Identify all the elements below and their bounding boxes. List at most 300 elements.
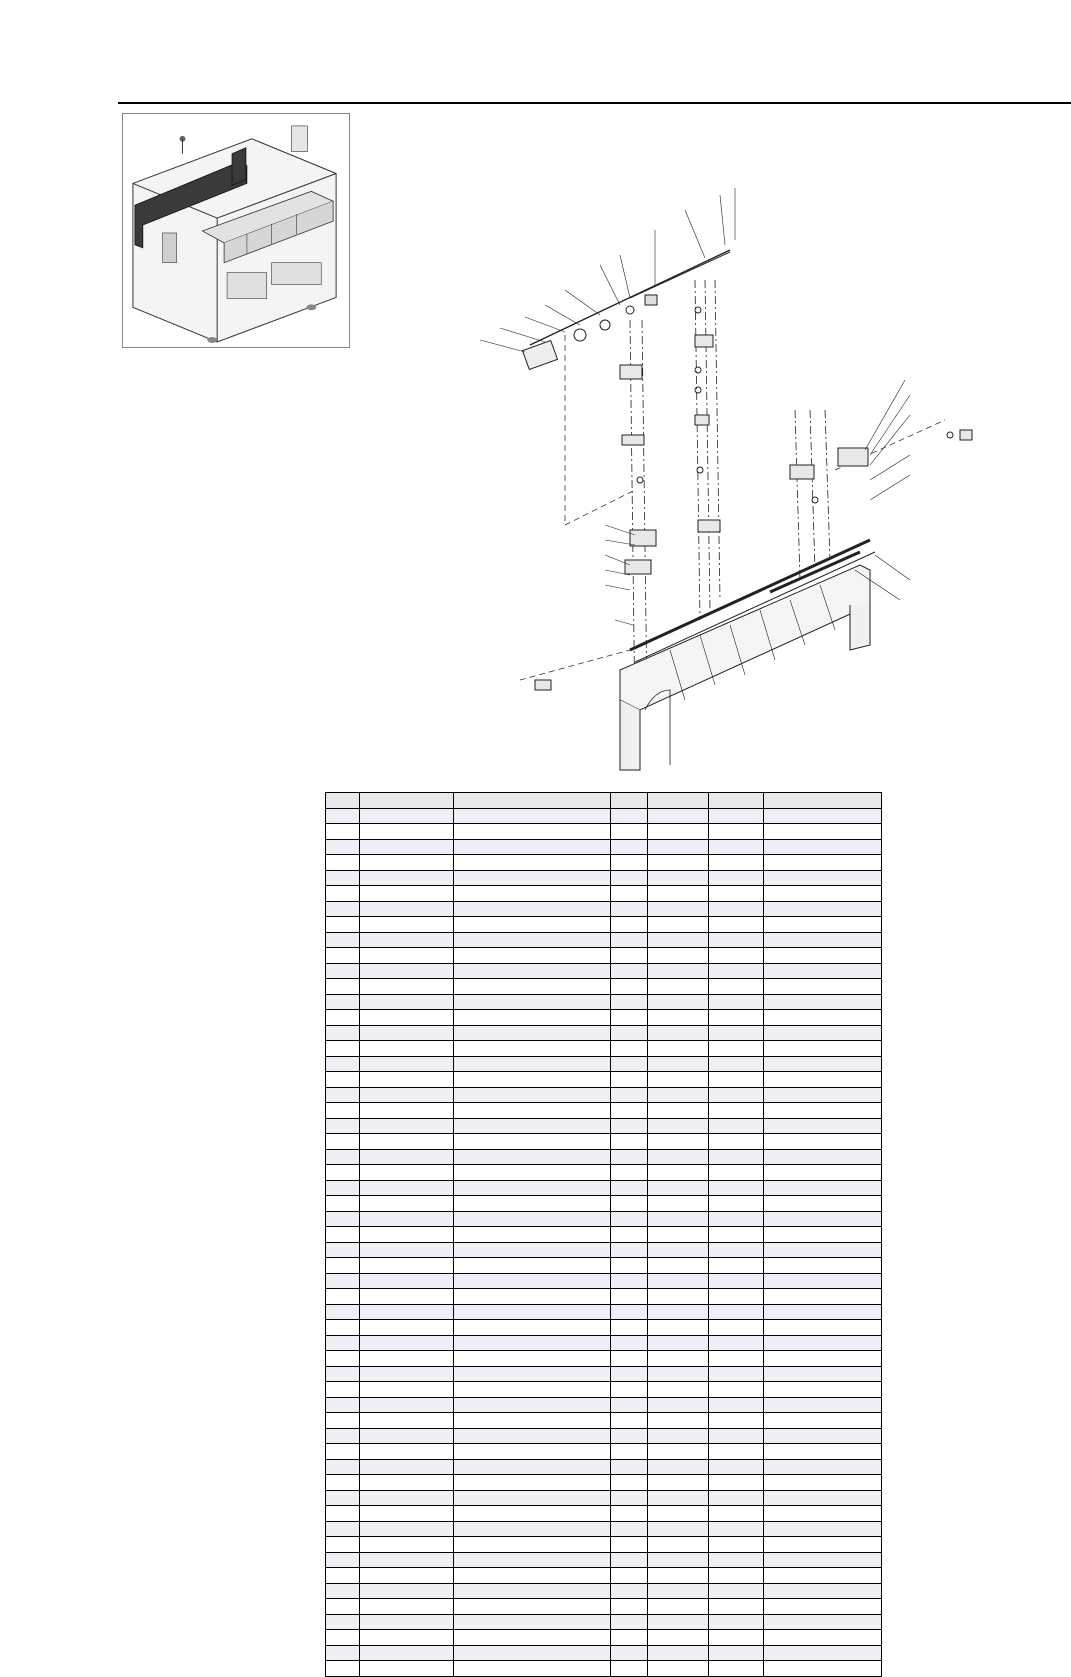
table-cell bbox=[764, 1149, 882, 1165]
table-cell bbox=[764, 1087, 882, 1103]
table-cell bbox=[326, 1444, 360, 1460]
table-row bbox=[326, 839, 882, 855]
table-cell bbox=[709, 824, 764, 840]
table-cell bbox=[709, 1242, 764, 1258]
table-row bbox=[326, 1087, 882, 1103]
table-cell bbox=[454, 1428, 611, 1444]
col-header bbox=[326, 793, 360, 809]
table-cell bbox=[648, 824, 709, 840]
table-row bbox=[326, 1630, 882, 1646]
table-cell bbox=[454, 1010, 611, 1026]
table-cell bbox=[648, 855, 709, 871]
table-cell bbox=[454, 1397, 611, 1413]
table-cell bbox=[454, 1149, 611, 1165]
table-cell bbox=[454, 1242, 611, 1258]
table-cell bbox=[709, 1428, 764, 1444]
table-cell bbox=[326, 1227, 360, 1243]
table-cell bbox=[326, 1335, 360, 1351]
table-cell bbox=[454, 1180, 611, 1196]
table-row bbox=[326, 824, 882, 840]
table-cell bbox=[326, 1428, 360, 1444]
table-cell bbox=[611, 1165, 648, 1181]
table-cell bbox=[648, 1614, 709, 1630]
table-cell bbox=[326, 1149, 360, 1165]
table-row bbox=[326, 1444, 882, 1460]
table-row bbox=[326, 1196, 882, 1212]
table-cell bbox=[648, 1630, 709, 1646]
table-cell bbox=[326, 870, 360, 886]
table-cell bbox=[648, 1413, 709, 1429]
table-cell bbox=[360, 1118, 454, 1134]
table-cell bbox=[611, 1366, 648, 1382]
table-cell bbox=[326, 963, 360, 979]
table-cell bbox=[648, 1180, 709, 1196]
table-cell bbox=[709, 1614, 764, 1630]
table-cell bbox=[648, 1320, 709, 1336]
table-cell bbox=[454, 1521, 611, 1537]
table-cell bbox=[648, 1010, 709, 1026]
table-cell bbox=[326, 1211, 360, 1227]
table-cell bbox=[709, 979, 764, 995]
table-cell bbox=[360, 979, 454, 995]
table-cell bbox=[648, 1645, 709, 1661]
table-cell bbox=[764, 1180, 882, 1196]
table-cell bbox=[360, 1614, 454, 1630]
table-cell bbox=[764, 824, 882, 840]
table-cell bbox=[709, 1568, 764, 1584]
col-header bbox=[648, 793, 709, 809]
table-row bbox=[326, 1661, 882, 1677]
table-cell bbox=[454, 1227, 611, 1243]
table-row bbox=[326, 1149, 882, 1165]
table-row bbox=[326, 1165, 882, 1181]
table-cell bbox=[326, 1180, 360, 1196]
table-cell bbox=[648, 1025, 709, 1041]
table-cell bbox=[326, 994, 360, 1010]
parts-table-body bbox=[326, 808, 882, 1676]
table-cell bbox=[454, 1134, 611, 1150]
table-cell bbox=[764, 1552, 882, 1568]
table-cell bbox=[360, 994, 454, 1010]
table-cell bbox=[709, 932, 764, 948]
table-cell bbox=[454, 1630, 611, 1646]
table-cell bbox=[326, 824, 360, 840]
table-cell bbox=[454, 1490, 611, 1506]
table-cell bbox=[764, 979, 882, 995]
table-cell bbox=[454, 1056, 611, 1072]
table-cell bbox=[764, 917, 882, 933]
table-cell bbox=[454, 1304, 611, 1320]
table-cell bbox=[360, 1320, 454, 1336]
table-cell bbox=[709, 1366, 764, 1382]
table-cell bbox=[648, 1165, 709, 1181]
table-cell bbox=[611, 1273, 648, 1289]
table-cell bbox=[454, 1568, 611, 1584]
table-cell bbox=[709, 1351, 764, 1367]
table-cell bbox=[709, 1320, 764, 1336]
table-row bbox=[326, 1521, 882, 1537]
table-row bbox=[326, 1010, 882, 1026]
table-cell bbox=[611, 824, 648, 840]
table-cell bbox=[326, 1103, 360, 1119]
table-cell bbox=[611, 979, 648, 995]
table-row bbox=[326, 1041, 882, 1057]
table-cell bbox=[648, 839, 709, 855]
table-cell bbox=[611, 886, 648, 902]
table-cell bbox=[326, 1258, 360, 1274]
table-cell bbox=[360, 1583, 454, 1599]
table-cell bbox=[648, 1521, 709, 1537]
table-row bbox=[326, 932, 882, 948]
table-cell bbox=[326, 1320, 360, 1336]
table-cell bbox=[360, 1242, 454, 1258]
table-cell bbox=[360, 963, 454, 979]
table-cell bbox=[360, 1661, 454, 1677]
table-cell bbox=[326, 948, 360, 964]
table-cell bbox=[360, 901, 454, 917]
table-cell bbox=[454, 1506, 611, 1522]
table-cell bbox=[709, 1025, 764, 1041]
table-cell bbox=[360, 1444, 454, 1460]
table-cell bbox=[611, 808, 648, 824]
table-cell bbox=[764, 1118, 882, 1134]
table-row bbox=[326, 1351, 882, 1367]
table-cell bbox=[764, 1273, 882, 1289]
table-cell bbox=[709, 1661, 764, 1677]
table-cell bbox=[764, 1413, 882, 1429]
table-cell bbox=[326, 1351, 360, 1367]
table-cell bbox=[454, 886, 611, 902]
table-cell bbox=[326, 839, 360, 855]
table-cell bbox=[611, 1568, 648, 1584]
table-cell bbox=[764, 1242, 882, 1258]
table-cell bbox=[648, 1475, 709, 1491]
table-cell bbox=[326, 1041, 360, 1057]
table-cell bbox=[709, 1413, 764, 1429]
table-cell bbox=[611, 1397, 648, 1413]
table-cell bbox=[454, 1537, 611, 1553]
table-cell bbox=[326, 1397, 360, 1413]
table-cell bbox=[454, 1583, 611, 1599]
table-cell bbox=[360, 1134, 454, 1150]
table-row bbox=[326, 808, 882, 824]
machine-overview-icon bbox=[123, 114, 349, 347]
col-header bbox=[454, 793, 611, 809]
table-cell bbox=[611, 963, 648, 979]
table-cell bbox=[611, 1134, 648, 1150]
table-cell bbox=[360, 1025, 454, 1041]
table-cell bbox=[611, 1289, 648, 1305]
table-cell bbox=[454, 1459, 611, 1475]
table-cell bbox=[648, 1537, 709, 1553]
table-cell bbox=[360, 1552, 454, 1568]
table-cell bbox=[648, 963, 709, 979]
table-cell bbox=[648, 1397, 709, 1413]
table-cell bbox=[326, 1475, 360, 1491]
table-cell bbox=[611, 1583, 648, 1599]
table-cell bbox=[454, 1475, 611, 1491]
table-cell bbox=[648, 1351, 709, 1367]
table-cell bbox=[326, 1165, 360, 1181]
table-cell bbox=[360, 1258, 454, 1274]
table-cell bbox=[764, 1537, 882, 1553]
table-cell bbox=[454, 824, 611, 840]
table-cell bbox=[454, 808, 611, 824]
table-cell bbox=[709, 1196, 764, 1212]
table-cell bbox=[648, 1490, 709, 1506]
table-row bbox=[326, 1475, 882, 1491]
table-row bbox=[326, 948, 882, 964]
table-cell bbox=[648, 1196, 709, 1212]
machine-overview-figure bbox=[122, 113, 350, 348]
table-cell bbox=[454, 1661, 611, 1677]
table-cell bbox=[764, 886, 882, 902]
table-cell bbox=[454, 979, 611, 995]
table-cell bbox=[326, 1056, 360, 1072]
table-cell bbox=[611, 1475, 648, 1491]
table-cell bbox=[648, 1211, 709, 1227]
table-cell bbox=[709, 808, 764, 824]
table-cell bbox=[326, 1583, 360, 1599]
table-row bbox=[326, 1180, 882, 1196]
table-cell bbox=[709, 1382, 764, 1398]
table-cell bbox=[764, 1475, 882, 1491]
table-cell bbox=[326, 808, 360, 824]
table-cell bbox=[454, 948, 611, 964]
table-cell bbox=[648, 1506, 709, 1522]
table-cell bbox=[454, 1025, 611, 1041]
table-cell bbox=[648, 1072, 709, 1088]
table-cell bbox=[648, 1149, 709, 1165]
table-row bbox=[326, 994, 882, 1010]
table-row bbox=[326, 1599, 882, 1615]
table-cell bbox=[648, 1103, 709, 1119]
table-cell bbox=[611, 1661, 648, 1677]
table-cell bbox=[360, 870, 454, 886]
table-cell bbox=[709, 1630, 764, 1646]
table-cell bbox=[709, 1397, 764, 1413]
table-cell bbox=[764, 1506, 882, 1522]
table-cell bbox=[709, 917, 764, 933]
table-row bbox=[326, 855, 882, 871]
table-cell bbox=[326, 1273, 360, 1289]
table-cell bbox=[648, 979, 709, 995]
table-cell bbox=[360, 1335, 454, 1351]
table-cell bbox=[326, 1490, 360, 1506]
table-cell bbox=[764, 1459, 882, 1475]
table-row bbox=[326, 1304, 882, 1320]
table-cell bbox=[360, 1087, 454, 1103]
table-cell bbox=[326, 932, 360, 948]
table-cell bbox=[709, 1490, 764, 1506]
table-cell bbox=[611, 1258, 648, 1274]
table-cell bbox=[611, 1103, 648, 1119]
table-cell bbox=[709, 1645, 764, 1661]
table-cell bbox=[611, 1428, 648, 1444]
table-cell bbox=[326, 1242, 360, 1258]
table-cell bbox=[326, 1661, 360, 1677]
table-cell bbox=[648, 1599, 709, 1615]
table-cell bbox=[648, 1273, 709, 1289]
table-row bbox=[326, 1072, 882, 1088]
table-cell bbox=[360, 1227, 454, 1243]
table-cell bbox=[326, 1366, 360, 1382]
table-cell bbox=[648, 1583, 709, 1599]
table-cell bbox=[709, 1010, 764, 1026]
table-cell bbox=[764, 1661, 882, 1677]
table-cell bbox=[360, 855, 454, 871]
table-row bbox=[326, 963, 882, 979]
table-cell bbox=[709, 1149, 764, 1165]
table-cell bbox=[611, 901, 648, 917]
table-cell bbox=[454, 1103, 611, 1119]
table-cell bbox=[360, 1180, 454, 1196]
table-cell bbox=[709, 1304, 764, 1320]
table-cell bbox=[454, 1072, 611, 1088]
table-row bbox=[326, 979, 882, 995]
table-cell bbox=[326, 1568, 360, 1584]
table-cell bbox=[454, 1382, 611, 1398]
table-cell bbox=[764, 1072, 882, 1088]
table-cell bbox=[360, 886, 454, 902]
table-cell bbox=[611, 1335, 648, 1351]
table-cell bbox=[360, 1599, 454, 1615]
table-cell bbox=[709, 870, 764, 886]
table-row bbox=[326, 1413, 882, 1429]
table-cell bbox=[611, 994, 648, 1010]
table-cell bbox=[326, 855, 360, 871]
table-cell bbox=[454, 1444, 611, 1460]
table-cell bbox=[709, 839, 764, 855]
table-cell bbox=[360, 1056, 454, 1072]
table-cell bbox=[611, 1630, 648, 1646]
table-cell bbox=[709, 1599, 764, 1615]
table-cell bbox=[764, 1165, 882, 1181]
table-cell bbox=[764, 1366, 882, 1382]
table-cell bbox=[454, 1351, 611, 1367]
table-cell bbox=[764, 1025, 882, 1041]
table-cell bbox=[709, 1118, 764, 1134]
table-cell bbox=[764, 1258, 882, 1274]
table-cell bbox=[611, 870, 648, 886]
table-cell bbox=[764, 1320, 882, 1336]
table-cell bbox=[764, 1568, 882, 1584]
table-cell bbox=[764, 1397, 882, 1413]
table-cell bbox=[360, 808, 454, 824]
table-cell bbox=[764, 1444, 882, 1460]
table-cell bbox=[454, 1118, 611, 1134]
table-cell bbox=[709, 1273, 764, 1289]
table-cell bbox=[326, 901, 360, 917]
table-cell bbox=[326, 1087, 360, 1103]
table-row bbox=[326, 1366, 882, 1382]
table-cell bbox=[648, 1568, 709, 1584]
table-cell bbox=[611, 1242, 648, 1258]
table-cell bbox=[360, 1041, 454, 1057]
table-cell bbox=[611, 1413, 648, 1429]
table-row bbox=[326, 1289, 882, 1305]
table-cell bbox=[360, 1645, 454, 1661]
table-cell bbox=[648, 1087, 709, 1103]
table-cell bbox=[611, 855, 648, 871]
table-cell bbox=[764, 1134, 882, 1150]
table-cell bbox=[764, 1490, 882, 1506]
table-cell bbox=[764, 1211, 882, 1227]
table-cell bbox=[360, 1196, 454, 1212]
table-cell bbox=[611, 1552, 648, 1568]
table-header-row bbox=[326, 793, 882, 809]
table-row bbox=[326, 1397, 882, 1413]
table-cell bbox=[326, 1134, 360, 1150]
table-cell bbox=[611, 1537, 648, 1553]
table-cell bbox=[709, 963, 764, 979]
table-cell bbox=[709, 1335, 764, 1351]
table-cell bbox=[611, 1320, 648, 1336]
table-cell bbox=[648, 1242, 709, 1258]
table-row bbox=[326, 1320, 882, 1336]
table-cell bbox=[764, 1227, 882, 1243]
table-cell bbox=[326, 1521, 360, 1537]
table-cell bbox=[611, 1056, 648, 1072]
table-cell bbox=[648, 1118, 709, 1134]
table-cell bbox=[709, 1134, 764, 1150]
table-cell bbox=[764, 1304, 882, 1320]
table-cell bbox=[764, 1599, 882, 1615]
table-cell bbox=[360, 1537, 454, 1553]
table-cell bbox=[611, 1041, 648, 1057]
table-cell bbox=[709, 994, 764, 1010]
table-cell bbox=[764, 932, 882, 948]
table-cell bbox=[709, 901, 764, 917]
table-cell bbox=[648, 886, 709, 902]
table-row bbox=[326, 1025, 882, 1041]
table-cell bbox=[454, 932, 611, 948]
table-cell bbox=[326, 886, 360, 902]
table-cell bbox=[611, 1444, 648, 1460]
table-cell bbox=[648, 1289, 709, 1305]
table-cell bbox=[764, 1645, 882, 1661]
table-row bbox=[326, 1382, 882, 1398]
table-cell bbox=[326, 1072, 360, 1088]
table-cell bbox=[709, 1289, 764, 1305]
table-row bbox=[326, 1583, 882, 1599]
table-cell bbox=[454, 963, 611, 979]
table-row bbox=[326, 1428, 882, 1444]
table-cell bbox=[454, 994, 611, 1010]
table-cell bbox=[454, 901, 611, 917]
table-cell bbox=[709, 1180, 764, 1196]
table-cell bbox=[709, 1072, 764, 1088]
table-cell bbox=[360, 1366, 454, 1382]
table-cell bbox=[454, 1599, 611, 1615]
table-cell bbox=[611, 1599, 648, 1615]
table-cell bbox=[360, 1351, 454, 1367]
table-cell bbox=[611, 917, 648, 933]
exploded-diagram-icon bbox=[470, 180, 1010, 780]
table-cell bbox=[454, 1645, 611, 1661]
table-cell bbox=[326, 1506, 360, 1522]
table-cell bbox=[648, 1041, 709, 1057]
table-cell bbox=[764, 855, 882, 871]
table-cell bbox=[611, 1645, 648, 1661]
table-row bbox=[326, 1459, 882, 1475]
table-cell bbox=[360, 1273, 454, 1289]
table-cell bbox=[326, 1537, 360, 1553]
table-cell bbox=[454, 1041, 611, 1057]
table-cell bbox=[611, 1072, 648, 1088]
table-cell bbox=[454, 839, 611, 855]
table-row bbox=[326, 1211, 882, 1227]
